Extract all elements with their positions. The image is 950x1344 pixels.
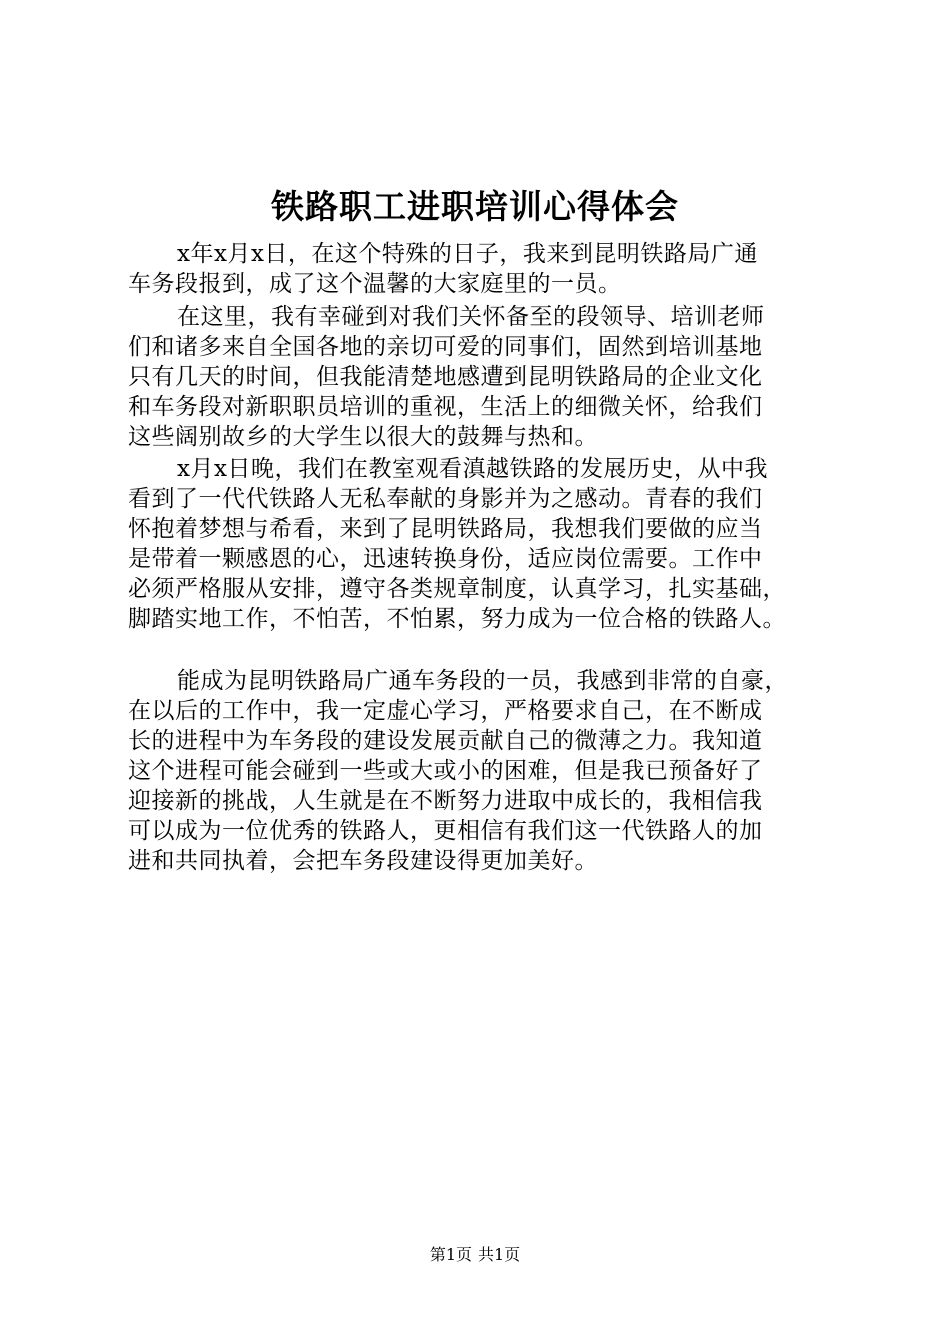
paragraph-line: 必须严格服从安排，遵守各类规章制度，认真学习，扎实基础， — [128, 576, 786, 602]
paragraph-line: 在以后的工作中，我一定虚心学习，严格要求自己，在不断成 — [128, 698, 763, 724]
page-number: 第1页 — [429, 1245, 472, 1264]
paragraph-line: 和车务段对新职职员培训的重视，生活上的细微关怀，给我们 — [128, 394, 763, 420]
page-footer — [0, 1244, 950, 1266]
paragraph-line: 进和共同执着，会把车务段建设得更加美好。 — [128, 848, 598, 874]
page-total: 共1页 — [478, 1245, 521, 1264]
paragraph-line: 看到了一代代铁路人无私奉献的身影并为之感动。青春的我们 — [128, 486, 763, 512]
paragraph-line: 们和诸多来自全国各地的亲切可爱的同事们，固然到培训基地 — [128, 334, 763, 360]
paragraph-line: x月x日晚，我们在教室观看滇越铁路的发展历史，从中我 — [177, 456, 768, 482]
paragraph-line: 在这里，我有幸碰到对我们关怀备至的段领导、培训老师 — [177, 304, 765, 330]
document-title: 铁路职工进职培训心得体会 — [271, 187, 679, 226]
paragraph-line: 只有几天的时间，但我能清楚地感遭到昆明铁路局的企业文化 — [128, 364, 763, 390]
paragraph-line: 脚踏实地工作，不怕苦，不怕累，努力成为一位合格的铁路人。 — [128, 606, 786, 632]
paragraph-line: 车务段报到，成了这个温馨的大家庭里的一员。 — [128, 271, 622, 297]
paragraph-line: 这些阔别故乡的大学生以很大的鼓舞与热和。 — [128, 424, 598, 450]
paragraph-line: 长的进程中为车务段的建设发展贡献自己的微薄之力。我知道 — [128, 728, 763, 754]
paragraph-line: x年x月x日，在这个特殊的日子，我来到昆明铁路局广通 — [177, 241, 758, 267]
paragraph-line: 迎接新的挑战，人生就是在不断努力进取中成长的，我相信我 — [128, 788, 763, 814]
paragraph-line: 是带着一颗感恩的心，迅速转换身份，适应岗位需要。工作中 — [128, 546, 763, 572]
paragraph-line: 能成为昆明铁路局广通车务段的一员，我感到非常的自豪， — [177, 668, 788, 694]
paragraph-line: 怀抱着梦想与希看，来到了昆明铁路局，我想我们要做的应当 — [128, 516, 763, 542]
paragraph-line: 可以成为一位优秀的铁路人，更相信有我们这一代铁路人的加 — [128, 818, 763, 844]
paragraph-line: 这个进程可能会碰到一些或大或小的困难，但是我已预备好了 — [128, 758, 763, 784]
